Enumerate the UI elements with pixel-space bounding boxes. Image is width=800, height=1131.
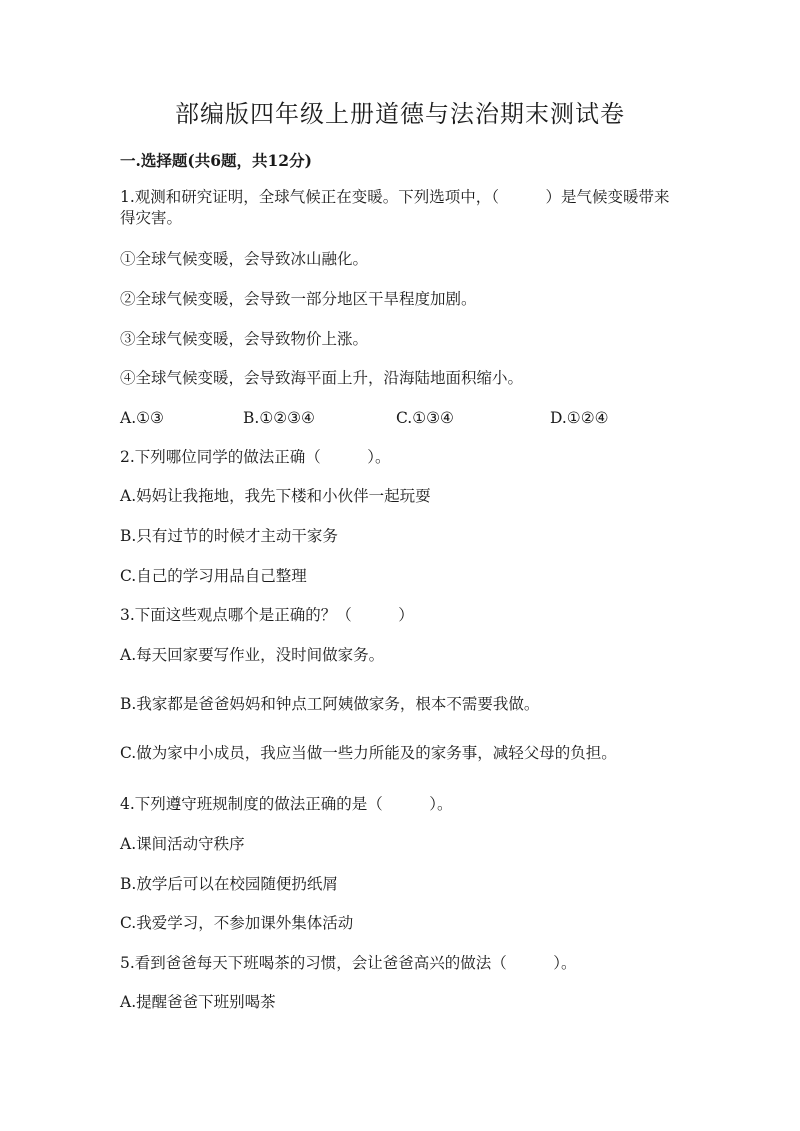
- question-2-option-b: B.只有过节的时候才主动干家务: [120, 527, 338, 545]
- question-1-option-d: D.①②④: [550, 409, 609, 427]
- question-1-item-2: ②全球气候变暖，会导致一部分地区干旱程度加剧。: [120, 290, 477, 308]
- question-1-option-a: A.①③: [120, 409, 164, 427]
- question-3-option-c: C.做为家中小成员，我应当做一些力所能及的家务事，减轻父母的负担。: [120, 744, 617, 762]
- question-1-option-c: C.①③④: [396, 409, 454, 427]
- question-1-item-1: ①全球气候变暖，会导致冰山融化。: [120, 250, 369, 268]
- question-3-option-b: B.我家都是爸爸妈妈和钟点工阿姨做家务，根本不需要我做。: [120, 695, 540, 713]
- question-1-option-b: B.①②③④: [243, 409, 315, 427]
- question-3-stem: 3.下面这些观点哪个是正确的？（ ）: [120, 606, 414, 624]
- page-title: 部编版四年级上册道德与法治期末测试卷: [175, 100, 625, 128]
- question-4-option-a: A.课间活动守秩序: [120, 835, 245, 853]
- question-5-stem: 5.看到爸爸每天下班喝茶的习惯，会让爸爸高兴的做法（ ）。: [120, 954, 577, 972]
- question-2-stem: 2.下列哪位同学的做法正确（ ）。: [120, 448, 391, 466]
- question-1-item-3: ③全球气候变暖，会导致物价上涨。: [120, 330, 369, 348]
- question-2-option-c: C.自己的学习用品自己整理: [120, 567, 307, 585]
- question-1-stem: 1.观测和研究证明，全球气候正在变暖。下列选项中，（ ）是气候变暖带来得灾害。: [120, 188, 670, 227]
- question-1-item-4: ④全球气候变暖，会导致海平面上升，沿海陆地面积缩小。: [120, 369, 524, 387]
- question-4-stem: 4.下列遵守班规制度的做法正确的是（ ）。: [120, 795, 453, 813]
- question-2-option-a: A.妈妈让我拖地，我先下楼和小伙伴一起玩耍: [120, 487, 431, 505]
- question-4-option-c: C.我爱学习，不参加课外集体活动: [120, 914, 354, 932]
- question-4-option-b: B.放学后可以在校园随便扔纸屑: [120, 875, 338, 893]
- question-5-option-a: A.提醒爸爸下班别喝茶: [120, 993, 276, 1011]
- question-3-option-a: A.每天回家要写作业，没时间做家务。: [120, 646, 385, 664]
- section-heading: 一.选择题(共6题，共12分): [120, 151, 312, 170]
